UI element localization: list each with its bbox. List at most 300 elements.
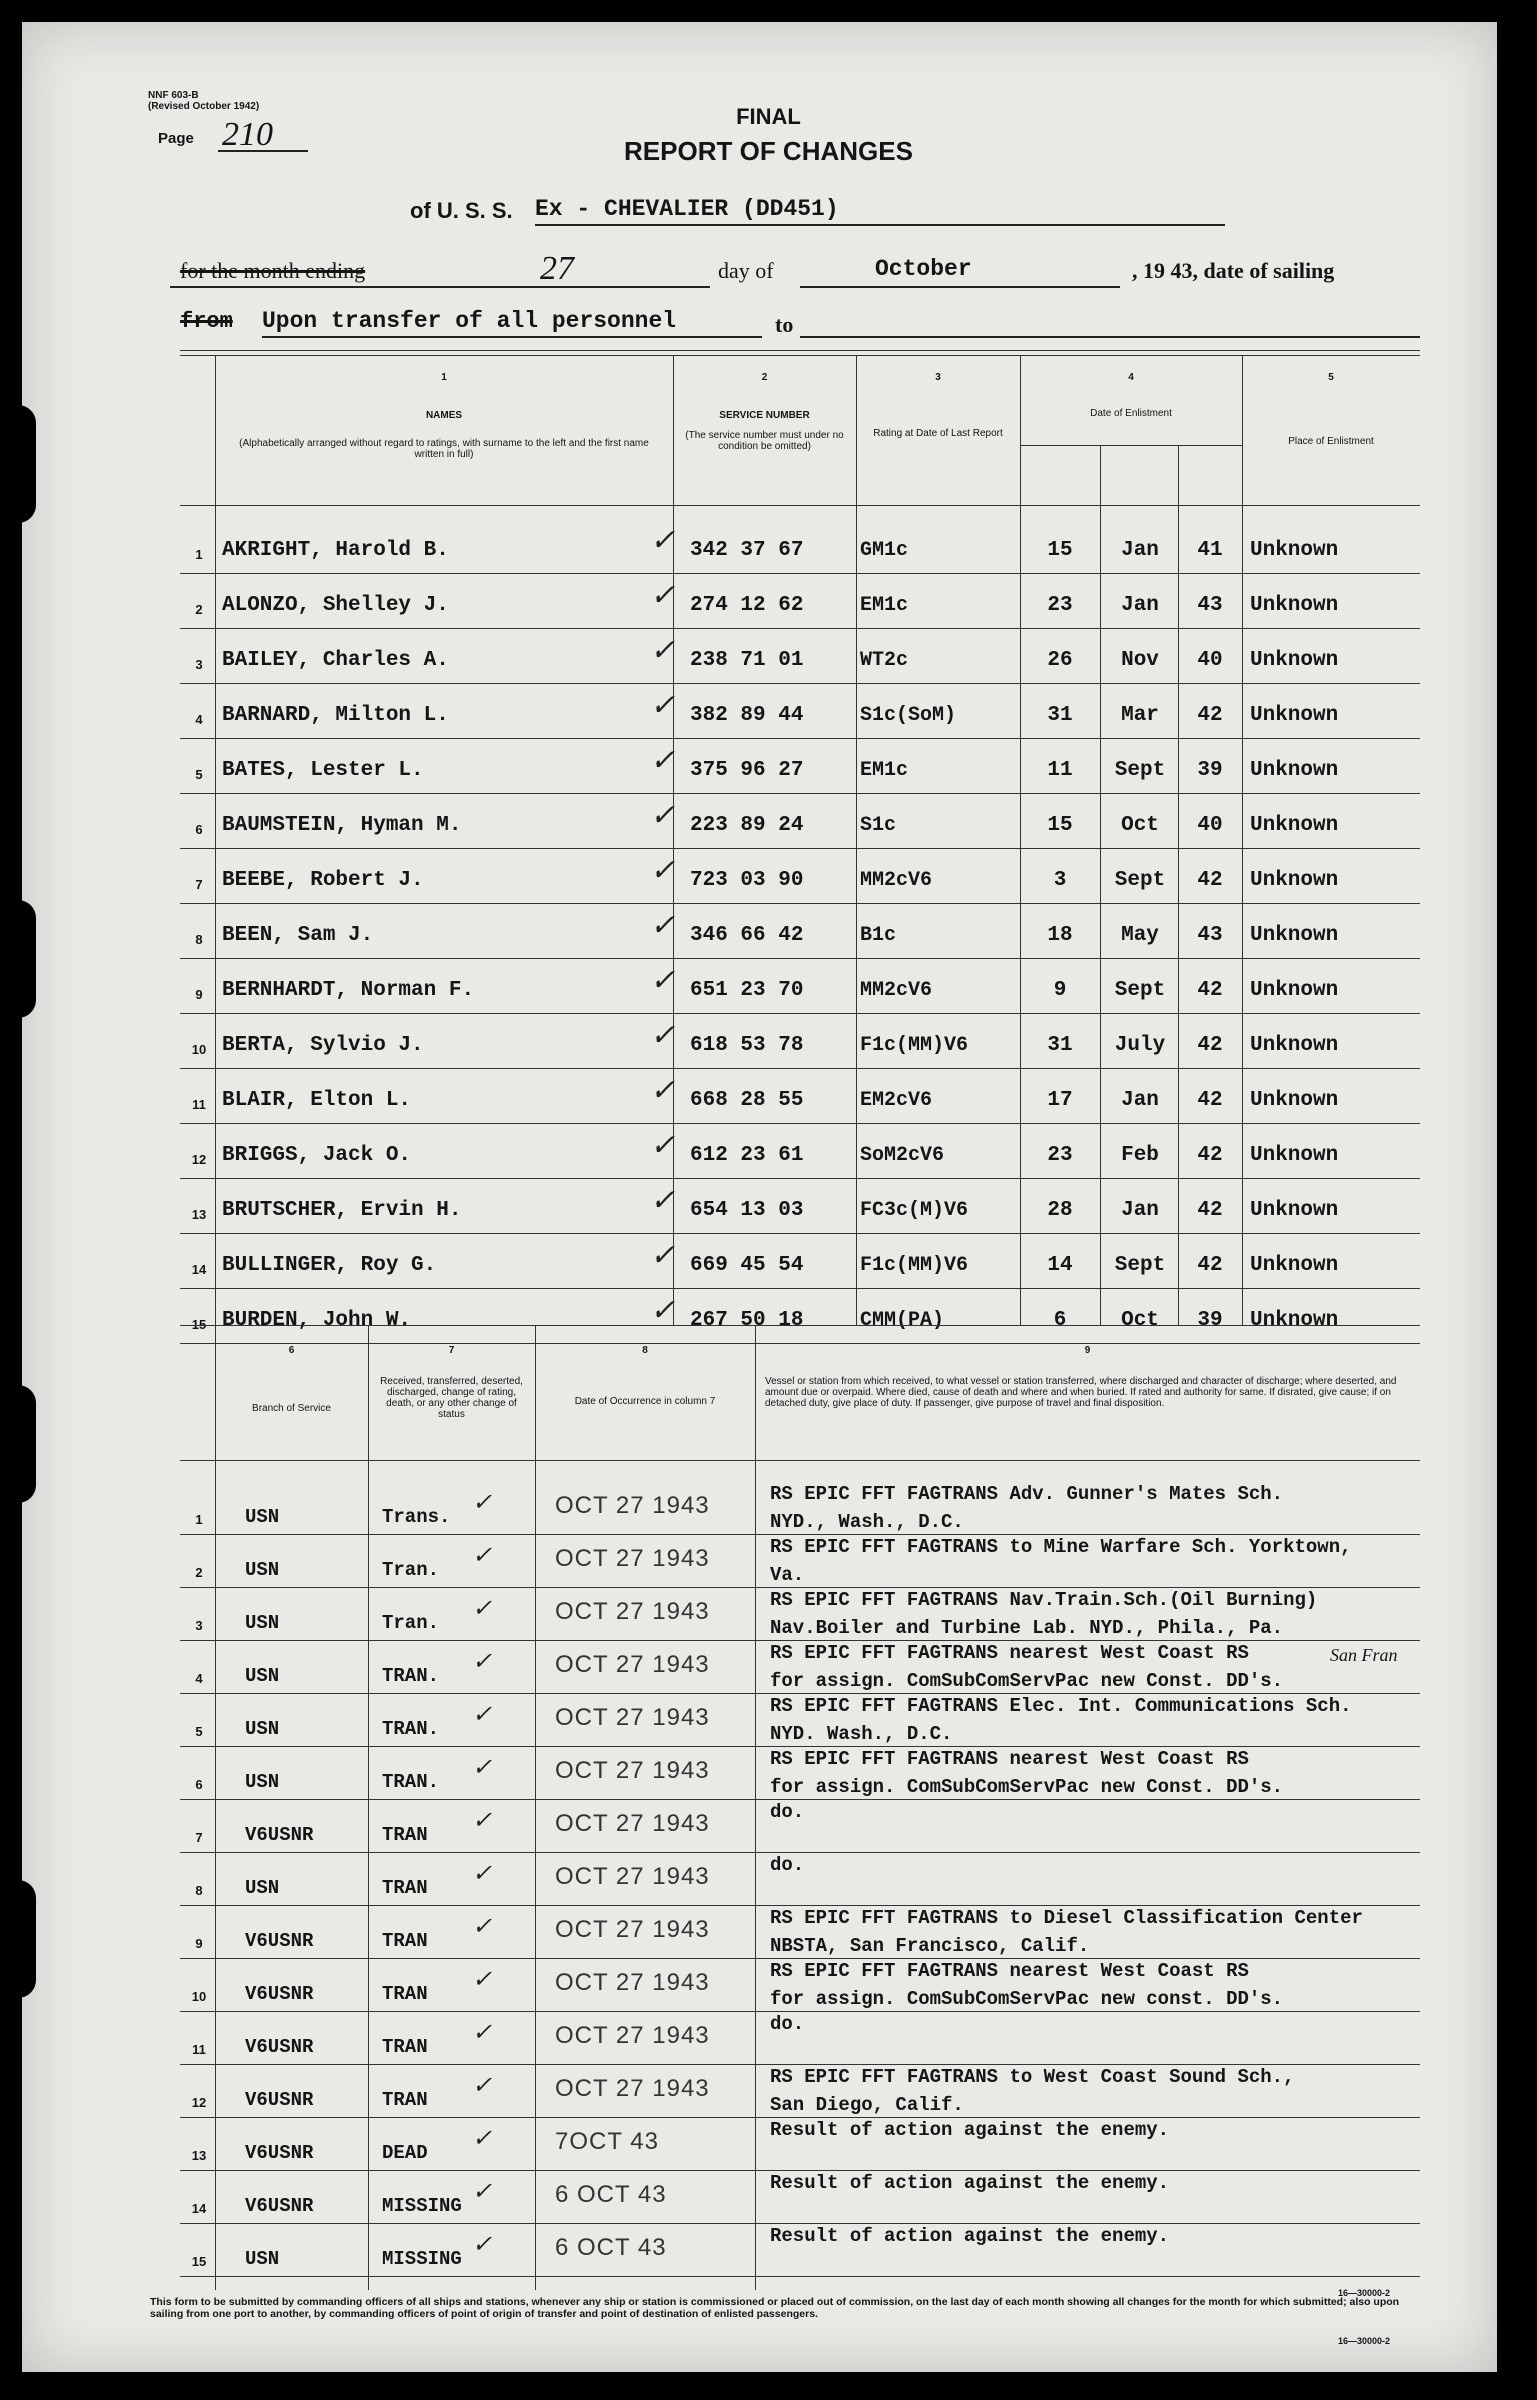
row-rule	[180, 903, 1420, 904]
enlist-month: Oct	[1121, 1309, 1159, 1332]
remark-line2: for assign. ComSubComServPac new const. DD's.	[770, 1988, 1284, 2010]
change-of-status: TRAN	[382, 2036, 428, 2058]
service-number: 342 37 67	[690, 539, 804, 562]
col8-number: 8	[642, 1345, 648, 1356]
col1-number: 1	[441, 372, 447, 383]
enlist-month: Sept	[1114, 1254, 1166, 1277]
date-stamp: OCT 27 1943	[555, 1598, 710, 1625]
row-rule	[180, 573, 1420, 574]
enlist-day: 23	[1047, 594, 1073, 617]
enlist-month: Jan	[1121, 594, 1159, 617]
branch-of-service: V6USNR	[245, 2195, 314, 2217]
remark-line1: do.	[770, 1801, 805, 1823]
enlist-month: Sept	[1114, 869, 1166, 892]
person-name: BARNARD, Milton L.	[222, 704, 449, 727]
place-of-enlistment: Unknown	[1250, 1309, 1339, 1332]
checkmark: ✓	[650, 689, 676, 722]
row-rule	[180, 1343, 1420, 1344]
date-stamp: OCT 27 1943	[555, 1651, 710, 1678]
row-number: 10	[191, 1042, 207, 1057]
row-rule	[180, 1288, 1420, 1289]
branch-of-service: USN	[245, 1665, 280, 1687]
enlist-month: Jan	[1121, 539, 1159, 562]
person-name: BULLINGER, Roy G.	[222, 1254, 437, 1277]
date-stamp: OCT 27 1943	[555, 1492, 710, 1519]
rating: CMM(PA)	[860, 1309, 945, 1332]
person-name: ALONZO, Shelley J.	[222, 594, 449, 617]
rating: EM2cV6	[860, 1089, 933, 1112]
table-border	[368, 1325, 369, 2290]
place-of-enlistment: Unknown	[1250, 1254, 1339, 1277]
table-border	[673, 355, 674, 1325]
service-number: 223 89 24	[690, 814, 804, 837]
col2-note: (The service number must under no condition be omitted)	[685, 430, 844, 452]
col3-title: Rating at Date of Last Report	[873, 428, 1003, 439]
table-border	[1100, 445, 1101, 1325]
service-number: 346 66 42	[690, 924, 804, 947]
place-of-enlistment: Unknown	[1250, 814, 1339, 837]
person-name: BRIGGS, Jack O.	[222, 1144, 412, 1167]
checkmark: ✓	[650, 799, 676, 832]
table-border	[180, 350, 1420, 351]
rating: FC3c(M)V6	[860, 1199, 969, 1222]
remark-line2: Nav.Boiler and Turbine Lab. NYD., Phila., Pa.	[770, 1617, 1284, 1639]
person-name: BERTA, Sylvio J.	[222, 1034, 424, 1057]
page-number: 210	[222, 116, 273, 153]
place-of-enlistment: Unknown	[1250, 1089, 1339, 1112]
checkmark: ✓	[472, 1490, 493, 1516]
branch-of-service: V6USNR	[245, 2036, 314, 2058]
row-number: 7	[195, 877, 203, 892]
change-of-status: TRAN	[382, 2089, 428, 2111]
enlist-day: 15	[1047, 814, 1073, 837]
service-number: 382 89 44	[690, 704, 804, 727]
row-rule	[180, 738, 1420, 739]
enlist-year: 39	[1197, 1309, 1223, 1332]
checkmark: ✓	[472, 1861, 493, 1887]
date-stamp: OCT 27 1943	[555, 1863, 710, 1890]
checkmark: ✓	[650, 854, 676, 887]
row-number: 11	[192, 1097, 206, 1112]
form-code-top: 16—30000-2	[1338, 2288, 1391, 2298]
table-border	[215, 1325, 216, 2290]
table-border	[180, 1325, 1420, 1326]
checkmark: ✓	[650, 1129, 676, 1162]
remark-line1: Result of action against the enemy.	[770, 2225, 1170, 2247]
row-number: 13	[191, 1207, 207, 1222]
row-number: 9	[195, 1936, 203, 1951]
rating: SoM2cV6	[860, 1144, 945, 1167]
col6-number: 6	[288, 1345, 295, 1356]
change-of-status: Trans.	[382, 1506, 451, 1528]
col8-title: Date of Occurrence in column 7	[574, 1396, 716, 1407]
change-of-status: Tran.	[382, 1559, 440, 1581]
row-number: 8	[195, 1883, 203, 1898]
place-of-enlistment: Unknown	[1250, 594, 1339, 617]
enlist-year: 42	[1197, 704, 1223, 727]
enlist-day: 23	[1047, 1144, 1073, 1167]
enlist-year: 42	[1197, 1089, 1223, 1112]
row-number: 1	[195, 1512, 203, 1527]
row-number: 10	[191, 1989, 207, 2004]
enlist-year: 43	[1197, 594, 1223, 617]
remark-line1: RS EPIC FFT FAGTRANS to Mine Warfare Sch. Yorktown,	[770, 1536, 1352, 1558]
person-name: BEEN, Sam J.	[222, 924, 374, 947]
checkmark: ✓	[650, 1294, 676, 1327]
table-border	[1242, 355, 1243, 1325]
enlist-day: 28	[1047, 1199, 1073, 1222]
checkmark: ✓	[472, 1702, 493, 1728]
place-of-enlistment: Unknown	[1250, 1199, 1339, 1222]
enlist-year: 42	[1197, 1254, 1223, 1277]
binder-hole	[0, 405, 36, 523]
year-sailing: , 19 43, date of sailing	[1132, 258, 1335, 283]
table-border	[755, 1325, 756, 2290]
rating: S1c	[860, 814, 897, 837]
date-stamp: OCT 27 1943	[555, 1704, 710, 1731]
remark-line2: NYD., Wash., D.C.	[770, 1511, 964, 1533]
enlist-month: Sept	[1114, 759, 1166, 782]
row-rule	[180, 628, 1420, 629]
place-of-enlistment: Unknown	[1250, 869, 1339, 892]
branch-of-service: USN	[245, 1612, 280, 1634]
enlist-day: 26	[1047, 649, 1073, 672]
service-number: 668 28 55	[690, 1089, 804, 1112]
place-of-enlistment: Unknown	[1250, 649, 1339, 672]
remark-line1: Result of action against the enemy.	[770, 2119, 1170, 2141]
branch-of-service: USN	[245, 2248, 280, 2270]
title-final: FINAL	[736, 104, 801, 129]
checkmark: ✓	[472, 1967, 493, 1993]
row-rule	[180, 1123, 1420, 1124]
rating: MM2cV6	[860, 979, 933, 1002]
date-stamp: OCT 27 1943	[555, 1757, 710, 1784]
date-stamp: OCT 27 1943	[555, 1969, 710, 1996]
change-of-status: MISSING	[382, 2195, 462, 2217]
col1-title: NAMES	[425, 410, 463, 421]
checkmark: ✓	[650, 1074, 676, 1107]
row-number: 4	[195, 1671, 203, 1686]
checkmark: ✓	[650, 744, 676, 777]
enlist-day: 11	[1047, 759, 1073, 782]
service-number: 669 45 54	[690, 1254, 804, 1277]
row-rule	[180, 1233, 1420, 1234]
service-number: 375 96 27	[690, 759, 804, 782]
checkmark: ✓	[650, 1239, 676, 1272]
branch-of-service: USN	[245, 1559, 280, 1581]
rating: EM1c	[860, 759, 909, 782]
enlist-day: 9	[1053, 979, 1067, 1002]
enlist-year: 40	[1197, 649, 1223, 672]
row-number: 12	[191, 2095, 207, 2110]
col3-number: 3	[935, 372, 941, 383]
enlist-month: Oct	[1121, 814, 1159, 837]
checkmark: ✓	[472, 2179, 493, 2205]
table-border	[180, 355, 1420, 356]
binder-hole	[0, 1880, 36, 1998]
row-number: 15	[191, 2254, 207, 2269]
month-value: October	[875, 256, 972, 282]
service-number: 267 50 18	[690, 1309, 804, 1332]
enlist-year: 39	[1197, 759, 1223, 782]
checkmark: ✓	[650, 909, 676, 942]
person-name: BURDEN, John W.	[222, 1309, 412, 1332]
enlist-year: 41	[1197, 539, 1223, 562]
col7-title: Received, transferred, deserted, discharged, change of rating, death, or any other change of status	[380, 1376, 523, 1420]
enlist-year: 42	[1197, 979, 1223, 1002]
rating: EM1c	[860, 594, 909, 617]
rating: WT2c	[860, 649, 909, 672]
change-of-status: TRAN	[382, 1824, 428, 1846]
enlist-year: 40	[1197, 814, 1223, 837]
rating: S1c(SoM)	[860, 704, 957, 727]
date-stamp: 6 OCT 43	[555, 2234, 667, 2261]
col4-title: Date of Enlistment	[1090, 408, 1172, 419]
checkmark: ✓	[650, 524, 676, 557]
place-of-enlistment: Unknown	[1250, 924, 1339, 947]
row-number: 2	[195, 602, 203, 617]
service-number: 612 23 61	[690, 1144, 804, 1167]
row-number: 13	[191, 2148, 207, 2163]
table-border	[1020, 355, 1021, 1325]
branch-of-service: V6USNR	[245, 1983, 314, 2005]
enlist-year: 42	[1197, 1199, 1223, 1222]
from-struck: from	[180, 309, 233, 334]
change-of-status: TRAN	[382, 1930, 428, 1952]
row-number: 3	[195, 657, 203, 672]
row-number: 7	[195, 1830, 203, 1845]
ship-underline	[535, 224, 1225, 226]
branch-of-service: USN	[245, 1877, 280, 1899]
enlist-month: Jan	[1121, 1089, 1159, 1112]
remark-line1: RS EPIC FFT FAGTRANS nearest West Coast RS	[770, 1642, 1249, 1664]
row-number: 5	[195, 1724, 203, 1739]
line	[170, 286, 710, 288]
remark-line1: RS EPIC FFT FAGTRANS Elec. Int. Communications Sch.	[770, 1695, 1352, 1717]
branch-of-service: V6USNR	[245, 1824, 314, 1846]
remark-line2: San Diego, Calif.	[770, 2094, 964, 2116]
row-rule	[180, 793, 1420, 794]
enlist-month: May	[1121, 924, 1159, 947]
rating: F1c(MM)V6	[860, 1034, 969, 1057]
enlist-day: 17	[1047, 1089, 1073, 1112]
date-stamp: OCT 27 1943	[555, 2075, 710, 2102]
line	[800, 286, 1120, 288]
service-number: 654 13 03	[690, 1199, 804, 1222]
place-of-enlistment: Unknown	[1250, 1034, 1339, 1057]
checkmark: ✓	[650, 964, 676, 997]
enlist-year: 42	[1197, 869, 1223, 892]
col9-title: Vessel or station from which received, to what vessel or station transferred, where discharged and character of discharge; where deserted, and amount due or overpaid. Where died, cause of death and where and when buried. If rated and authority for same. If disrated, give cause; if on detached duty, give place of duty. If passenger, give purpose of travel and final disposition.	[765, 1376, 1397, 1409]
row-number: 3	[195, 1618, 203, 1633]
checkmark: ✓	[472, 1755, 493, 1781]
person-name: BAILEY, Charles A.	[222, 649, 449, 672]
binder-hole	[0, 1385, 36, 1503]
row-rule	[180, 2276, 1420, 2277]
remark-line1: RS EPIC FFT FAGTRANS nearest West Coast RS	[770, 1960, 1249, 1982]
change-of-status: TRAN.	[382, 1665, 440, 1687]
checkmark: ✓	[472, 2232, 493, 2258]
checkmark: ✓	[650, 634, 676, 667]
checkmark: ✓	[472, 1808, 493, 1834]
handwritten-note: San Fran	[1330, 1645, 1398, 1665]
ship-name: Ex - CHEVALIER (DD451)	[535, 196, 839, 222]
transfer-text: Upon transfer of all personnel	[262, 308, 677, 334]
table-border	[180, 1460, 1420, 1461]
col9-number: 9	[1084, 1345, 1091, 1356]
enlist-day: 14	[1047, 1254, 1073, 1277]
enlist-month: Jan	[1121, 1199, 1159, 1222]
remark-line1: RS EPIC FFT FAGTRANS Nav.Train.Sch.(Oil Burning)	[770, 1589, 1318, 1611]
remark-line2: for assign. ComSubComServPac new Const. DD's.	[770, 1776, 1284, 1798]
place-of-enlistment: Unknown	[1250, 539, 1339, 562]
place-of-enlistment: Unknown	[1250, 979, 1339, 1002]
row-rule	[180, 1013, 1420, 1014]
checkmark: ✓	[472, 1596, 493, 1622]
col4-number: 4	[1128, 372, 1134, 383]
person-name: BLAIR, Elton L.	[222, 1089, 412, 1112]
branch-of-service: USN	[245, 1771, 280, 1793]
person-name: BEEBE, Robert J.	[222, 869, 424, 892]
row-rule	[180, 683, 1420, 684]
place-of-enlistment: Unknown	[1250, 1144, 1339, 1167]
enlist-day: 6	[1053, 1309, 1067, 1332]
col2-title: SERVICE NUMBER	[719, 410, 810, 421]
remark-line1: RS EPIC FFT FAGTRANS to Diesel Classification Center	[770, 1907, 1363, 1929]
change-of-status: MISSING	[382, 2248, 462, 2270]
person-name: AKRIGHT, Harold B.	[222, 539, 449, 562]
date-stamp: OCT 27 1943	[555, 1810, 710, 1837]
person-name: BATES, Lester L.	[222, 759, 424, 782]
form-code-bottom: 16—30000-2	[1338, 2336, 1391, 2346]
table-border	[535, 1325, 536, 2290]
branch-of-service: V6USNR	[245, 2089, 314, 2111]
enlist-month: Feb	[1121, 1144, 1159, 1167]
change-of-status: DEAD	[382, 2142, 428, 2164]
checkmark: ✓	[472, 1914, 493, 1940]
form-revision: (Revised October 1942)	[148, 101, 260, 112]
enlist-year: 42	[1197, 1144, 1223, 1167]
enlist-day: 31	[1047, 704, 1073, 727]
checkmark: ✓	[472, 2073, 493, 2099]
page-label: Page	[158, 130, 194, 147]
checkmark: ✓	[472, 1543, 493, 1569]
place-of-enlistment: Unknown	[1250, 759, 1339, 782]
person-name: BERNHARDT, Norman F.	[222, 979, 475, 1002]
enlist-month: Nov	[1121, 649, 1159, 672]
change-of-status: TRAN	[382, 1983, 428, 2005]
binder-hole	[0, 900, 36, 1018]
col6-title: Branch of Service	[252, 1403, 331, 1414]
branch-of-service: V6USNR	[245, 2142, 314, 2164]
change-of-status: TRAN.	[382, 1718, 440, 1740]
change-of-status: Tran.	[382, 1612, 440, 1634]
row-rule	[180, 958, 1420, 959]
remark-line1: do.	[770, 2013, 805, 2035]
service-number: 274 12 62	[690, 594, 804, 617]
checkmark: ✓	[650, 1019, 676, 1052]
remark-line2: Va.	[770, 1564, 805, 1586]
form-code: NNF 603-B	[148, 90, 199, 101]
enlist-year: 43	[1197, 924, 1223, 947]
enlist-month: July	[1114, 1034, 1166, 1057]
row-number: 14	[191, 2201, 207, 2216]
row-number: 9	[195, 987, 203, 1002]
row-number: 6	[195, 1777, 203, 1792]
row-number: 1	[195, 547, 203, 562]
row-rule	[180, 1178, 1420, 1179]
branch-of-service: USN	[245, 1718, 280, 1740]
day-number: 27	[540, 250, 574, 287]
row-number: 8	[195, 932, 203, 947]
remark-line1: RS EPIC FFT FAGTRANS nearest West Coast RS	[770, 1748, 1249, 1770]
remark-line2: NYD. Wash., D.C.	[770, 1723, 953, 1745]
date-stamp: OCT 27 1943	[555, 2022, 710, 2049]
date-stamp: OCT 27 1943	[555, 1545, 710, 1572]
row-number: 2	[195, 1565, 203, 1580]
table-border	[215, 355, 216, 1325]
col5-number: 5	[1328, 372, 1334, 383]
person-name: BRUTSCHER, Ervin H.	[222, 1199, 462, 1222]
change-of-status: TRAN.	[382, 1771, 440, 1793]
checkmark: ✓	[472, 2020, 493, 2046]
change-of-status: TRAN	[382, 1877, 428, 1899]
rating: B1c	[860, 924, 897, 947]
remark-line1: RS EPIC FFT FAGTRANS Adv. Gunner's Mates Sch.	[770, 1483, 1284, 1505]
checkmark: ✓	[472, 1649, 493, 1675]
to-label: to	[775, 312, 794, 337]
page-title: REPORT OF CHANGES	[624, 136, 913, 166]
enlist-month: Mar	[1121, 704, 1159, 727]
date-stamp: OCT 27 1943	[555, 1916, 710, 1943]
line	[800, 336, 1420, 338]
row-number: 4	[195, 712, 203, 727]
of-uss-label: of U. S. S.	[410, 198, 513, 223]
footer-instructions: This form to be submitted by commanding officers of all ships and stations, whenever any ship or station is commissioned or placed out of commission, on the last day of each month showing all changes for the month for which submitted; also upon sailing from one port to another, by commanding officers of point of origin of transfer and point of destination of enlisted passengers.	[150, 2296, 1400, 2320]
row-number: 12	[191, 1152, 207, 1167]
rating: MM2cV6	[860, 869, 933, 892]
rating: GM1c	[860, 539, 909, 562]
branch-of-service: USN	[245, 1506, 280, 1528]
row-rule	[180, 848, 1420, 849]
row-number: 15	[191, 1317, 207, 1332]
remark-line2: NBSTA, San Francisco, Calif.	[770, 1935, 1090, 1957]
enlist-day: 31	[1047, 1034, 1073, 1057]
enlist-day: 3	[1053, 869, 1067, 892]
checkmark: ✓	[650, 1184, 676, 1217]
row-number: 11	[192, 2042, 206, 2057]
enlist-day: 15	[1047, 539, 1073, 562]
table-border	[180, 505, 1420, 506]
col1-note: (Alphabetically arranged without regard to ratings, with surname to the left and the first name written in full)	[239, 438, 649, 460]
remark-line2: for assign. ComSubComServPac new Const. DD's.	[770, 1670, 1284, 1692]
service-number: 238 71 01	[690, 649, 804, 672]
checkmark: ✓	[650, 579, 676, 612]
col7-number: 7	[448, 1345, 455, 1356]
remark-line1: do.	[770, 1854, 805, 1876]
remark-line1: Result of action against the enemy.	[770, 2172, 1170, 2194]
table-border	[1020, 445, 1242, 446]
table-border	[856, 355, 857, 1325]
enlist-year: 42	[1197, 1034, 1223, 1057]
date-stamp: 6 OCT 43	[555, 2181, 667, 2208]
service-number: 618 53 78	[690, 1034, 804, 1057]
service-number: 651 23 70	[690, 979, 804, 1002]
row-rule	[180, 1068, 1420, 1069]
day-of-label: day of	[718, 258, 774, 283]
enlist-month: Sept	[1114, 979, 1166, 1002]
line	[262, 336, 762, 338]
